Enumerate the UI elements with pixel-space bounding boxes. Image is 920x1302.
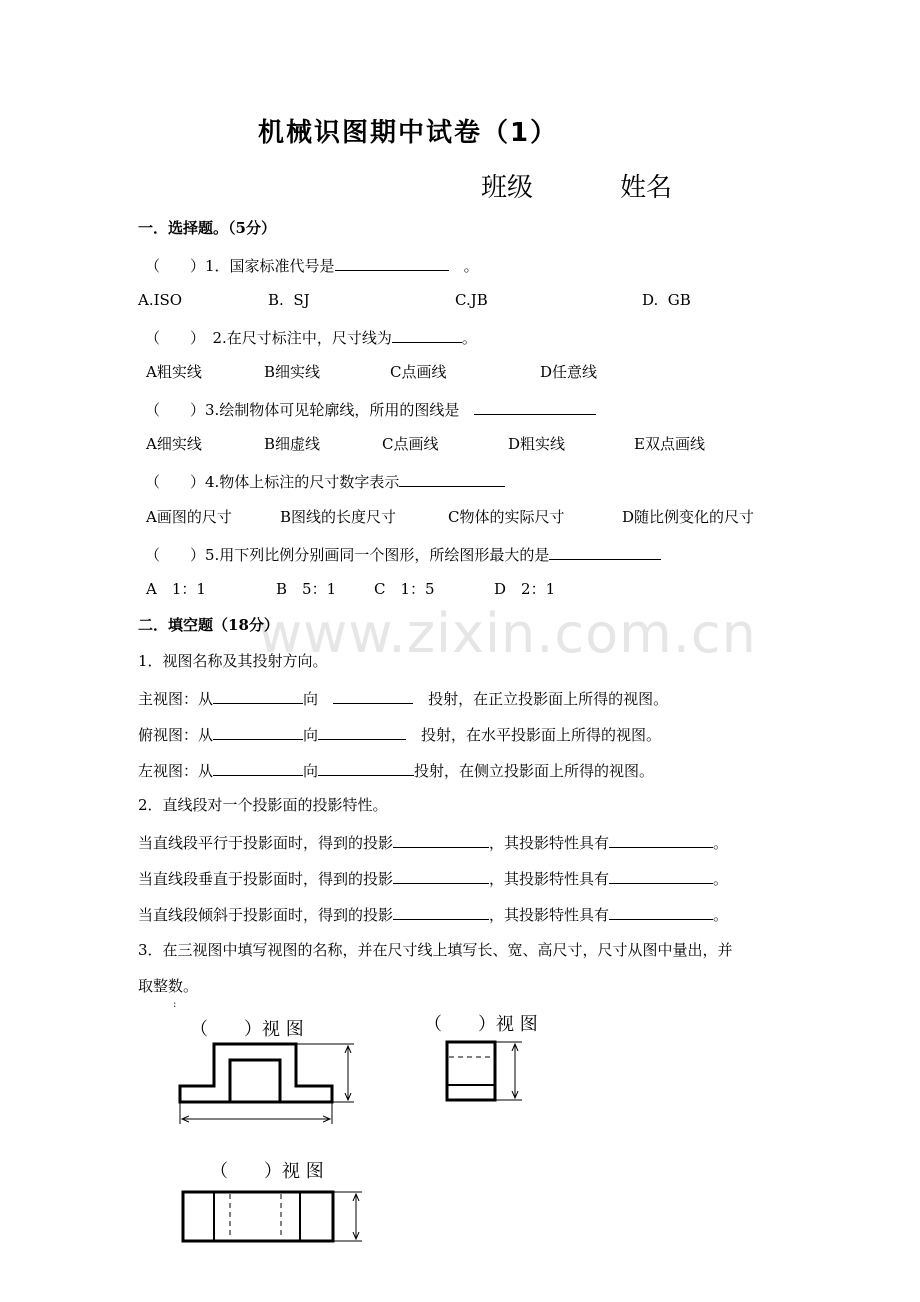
question-5: （ ）5.用下列比例分别画同一个图形，所绘图形最大的是 (145, 543, 661, 565)
q4-option-a: A画图的尺寸 (146, 508, 232, 526)
stray-mark: : (173, 999, 177, 1010)
q5-option-a: A 1：1 (146, 580, 206, 598)
front-view-caption: （ ）视 图 (190, 1019, 304, 1040)
q3-option-d: D粗实线 (508, 435, 566, 453)
left-view-line: 左视图：从 向 投射，在侧立投影面上所得的视图。 (138, 759, 654, 781)
name-label: 姓名 (620, 173, 673, 203)
q3-option-c: C点画线 (382, 435, 439, 453)
q2-option-a: A粗实线 (146, 363, 202, 381)
q3-option-e: E双点画线 (634, 435, 705, 453)
q1-option-b: B. SJ (268, 291, 310, 309)
question-1: （ ）1．国家标准代号是 。 (145, 254, 479, 276)
section2-heading: 二．填空题（18分） (138, 616, 279, 634)
q4-option-c: C物体的实际尺寸 (448, 508, 565, 526)
q1-option-c: C.JB (455, 291, 488, 309)
class-label: 班级 (481, 173, 534, 203)
top-view-caption: （ ）视 图 (210, 1161, 324, 1182)
q5-option-b: B 5：1 (276, 580, 337, 598)
q2-option-d: D任意线 (540, 363, 598, 381)
line-inclined: 当直线段倾斜于投影面时，得到的投影 ，其投影特性具有 。 (138, 903, 728, 925)
watermark: www.zixin.com.cn (258, 602, 757, 665)
q3-option-a: A细实线 (146, 435, 202, 453)
question-3: （ ）3.绘制物体可见轮廓线，所用的图线是 (145, 398, 596, 420)
top-view-drawing (183, 1192, 362, 1241)
section1-heading: 一．选择题。（5分） (138, 219, 276, 237)
q4-option-b: B图线的长度尺寸 (280, 508, 397, 526)
main-view-line: 主视图：从 向 投射，在正立投影面上所得的视图。 (138, 687, 668, 709)
fill-3-intro: 3．在三视图中填写视图的名称，并在尺寸线上填写长、宽、高尺寸，尺寸从图中量出，并 (138, 941, 733, 959)
q3-option-b: B细虚线 (264, 435, 321, 453)
page-title: 机械识图期中试卷（1） (258, 118, 559, 148)
q4-option-d: D随比例变化的尺寸 (622, 508, 755, 526)
q2-option-c: C点画线 (390, 363, 447, 381)
line-parallel: 当直线段平行于投影面时，得到的投影 ，其投影特性具有 。 (138, 831, 728, 853)
q1-option-d: D. GB (642, 291, 691, 309)
fill-3-intro-cont: 取整数。 (138, 977, 199, 995)
fill-1-intro: 1．视图名称及其投射方向。 (138, 652, 328, 670)
line-perpendicular: 当直线段垂直于投影面时，得到的投影 ，其投影特性具有 。 (138, 867, 728, 889)
fill-2-intro: 2．直线段对一个投影面的投影特性。 (138, 796, 388, 814)
q1-option-a: A.ISO (138, 291, 183, 309)
front-view-drawing (180, 1044, 354, 1124)
q2-option-b: B细实线 (264, 363, 321, 381)
question-2: （ ） 2.在尺寸标注中，尺寸线为 。 (145, 326, 477, 348)
q5-option-d: D 2：1 (494, 580, 556, 598)
top-view-line: 俯视图：从 向 投射，在水平投影面上所得的视图。 (138, 723, 661, 745)
side-view-caption: （ ）视 图 (424, 1014, 538, 1035)
q5-option-c: C 1：5 (374, 580, 435, 598)
side-view-drawing (447, 1042, 522, 1100)
question-4: （ ）4.物体上标注的尺寸数字表示 (145, 470, 505, 492)
